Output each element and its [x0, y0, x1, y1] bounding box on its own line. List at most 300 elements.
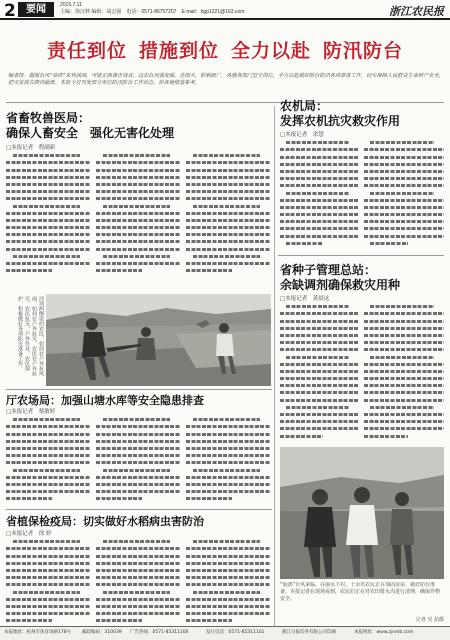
text-line	[96, 445, 180, 452]
text-line	[186, 495, 270, 502]
text-line-placeholder	[364, 235, 444, 238]
text-line-placeholder	[96, 569, 180, 572]
text-line	[364, 411, 444, 418]
text-line	[96, 152, 180, 159]
article-byline: □本报记者 黄晨这	[280, 296, 330, 302]
text-line-placeholder	[280, 213, 358, 216]
text-line	[6, 430, 90, 437]
text-line	[364, 225, 444, 232]
text-line	[364, 168, 444, 175]
text-line	[96, 423, 180, 430]
text-line-placeholder	[6, 262, 90, 265]
text-line-placeholder	[6, 547, 90, 550]
text-line	[6, 181, 90, 188]
text-line-placeholder	[280, 206, 358, 209]
text-line-placeholder	[103, 469, 170, 472]
text-line-placeholder	[13, 540, 80, 543]
text-line	[186, 202, 270, 209]
text-line	[96, 188, 180, 195]
text-line	[96, 174, 180, 181]
text-line	[280, 425, 358, 432]
text-line	[186, 267, 270, 274]
text-line-placeholder	[280, 363, 358, 366]
page-header	[0, 0, 450, 20]
text-line	[96, 574, 180, 581]
text-line-placeholder	[280, 399, 358, 402]
article-headline: 省植保检疫局：切实做好水稻病虫害防治	[6, 515, 204, 528]
banner-part: 措施到位	[138, 40, 219, 62]
text-line	[96, 560, 180, 567]
article-headline: 确保人畜安全 强化无害化处理	[6, 126, 175, 140]
text-line-placeholder	[103, 255, 170, 258]
text-line	[6, 588, 90, 595]
text-line	[6, 188, 90, 195]
text-line-placeholder	[364, 320, 444, 323]
text-line	[186, 610, 270, 617]
section-label: 要闻	[18, 2, 54, 17]
text-line	[186, 445, 270, 452]
text-line	[96, 617, 180, 624]
text-line-placeholder	[186, 233, 270, 236]
text-line-placeholder	[280, 377, 358, 380]
text-line-placeholder	[96, 547, 180, 550]
text-line	[186, 174, 270, 181]
text-line-placeholder	[193, 255, 260, 258]
text-line	[186, 423, 270, 430]
article-body	[96, 538, 180, 624]
text-line	[6, 488, 90, 495]
text-line-placeholder	[193, 418, 260, 421]
text-line-placeholder	[6, 433, 90, 436]
text-line	[6, 452, 90, 459]
text-line	[6, 481, 90, 488]
text-line-placeholder	[364, 420, 444, 423]
text-line	[280, 375, 358, 382]
text-line	[186, 545, 270, 552]
text-line-placeholder	[364, 370, 444, 373]
text-line	[6, 552, 90, 559]
page-footer	[0, 626, 450, 640]
text-line-placeholder	[96, 454, 180, 457]
text-line-placeholder	[6, 454, 90, 457]
text-line-placeholder	[6, 612, 90, 615]
banner-part: 责任到位	[46, 40, 127, 62]
text-line	[280, 361, 358, 368]
text-line-placeholder	[96, 212, 180, 215]
text-line	[96, 538, 180, 545]
text-line	[96, 245, 180, 252]
text-line	[96, 603, 180, 610]
text-line-placeholder	[96, 598, 180, 601]
text-line-placeholder	[193, 540, 260, 543]
text-line	[6, 596, 90, 603]
text-line	[6, 495, 90, 502]
text-line-placeholder	[280, 427, 358, 430]
photo-caption: 河坝两侧渠的农民，如何在户外抗风雨，如何在户外抗灾，农民在户外抗灾，农民抗灾，户外作业，农民保护，积极做好各项防灾准备工作。	[17, 296, 44, 376]
text-line-placeholder	[13, 154, 80, 157]
text-line-placeholder	[103, 540, 170, 543]
text-line-placeholder	[364, 384, 444, 387]
text-line-placeholder	[186, 248, 270, 251]
text-line-placeholder	[364, 163, 444, 166]
text-line	[186, 481, 270, 488]
text-line	[186, 260, 270, 267]
footer-item: 浙江日报印务有限公司印刷	[282, 630, 336, 635]
text-line-placeholder	[186, 197, 270, 200]
text-line-placeholder	[186, 605, 270, 608]
text-line-placeholder	[96, 576, 180, 579]
text-line	[96, 430, 180, 437]
text-line-placeholder	[6, 583, 90, 586]
text-line	[186, 253, 270, 260]
text-line	[364, 432, 444, 439]
text-line-placeholder	[96, 425, 180, 428]
text-line-placeholder	[6, 605, 90, 608]
text-line-placeholder	[6, 562, 90, 565]
text-line-placeholder	[96, 169, 180, 172]
article-body	[186, 416, 270, 504]
text-line-placeholder	[96, 562, 180, 565]
text-line	[6, 438, 90, 445]
text-line	[186, 231, 270, 238]
text-line	[280, 146, 358, 153]
text-line	[280, 411, 358, 418]
text-line	[6, 202, 90, 209]
farmers-field-image	[46, 294, 271, 386]
text-line-placeholder	[96, 176, 180, 179]
text-line-placeholder	[186, 576, 270, 579]
divider	[278, 255, 444, 256]
text-line-placeholder	[364, 363, 444, 366]
text-line-placeholder	[96, 497, 142, 500]
text-line	[364, 218, 444, 225]
text-line	[6, 459, 90, 466]
text-line	[6, 423, 90, 430]
text-line-placeholder	[96, 555, 180, 558]
text-line-placeholder	[186, 490, 270, 493]
text-line	[96, 416, 180, 423]
text-line	[6, 267, 90, 274]
text-line	[186, 538, 270, 545]
text-line-placeholder	[6, 226, 90, 229]
text-line	[96, 495, 180, 502]
text-line-placeholder	[193, 469, 260, 472]
text-line	[280, 303, 358, 310]
text-line	[364, 382, 444, 389]
footer-item: 本报网址：www.zjnmb.com	[354, 630, 414, 635]
text-line-placeholder	[280, 199, 358, 202]
text-line	[96, 474, 180, 481]
text-line	[280, 218, 358, 225]
text-line	[364, 375, 444, 382]
text-line-placeholder	[364, 148, 444, 151]
text-line-placeholder	[364, 377, 444, 380]
text-line	[6, 567, 90, 574]
text-line	[280, 232, 358, 239]
text-line-placeholder	[186, 269, 232, 272]
article-headline: 厅农场局：加强山塘水库等安全隐患排查	[6, 394, 204, 407]
text-line	[96, 596, 180, 603]
editor-note: 编者按：超强台风“灿鸿”来势汹汹，可能正面袭击我省，这次台风强度强、范围大、影响面广，各地各部门坚守岗位，全力以赴做好防台防汛各项准备工作，切实保障人民群众生命财产安全，把灾害损失降到最低。本报今日刊发部分单位防汛防台工作动态，供各地借鉴参考。	[8, 73, 444, 87]
text-line-placeholder	[280, 327, 358, 330]
text-line	[96, 202, 180, 209]
text-line-placeholder	[96, 190, 180, 193]
text-line	[186, 159, 270, 166]
text-line	[6, 217, 90, 224]
text-line	[6, 224, 90, 231]
text-line	[364, 310, 444, 317]
text-line	[6, 466, 90, 473]
text-line-placeholder	[6, 447, 90, 450]
text-line	[186, 581, 270, 588]
text-line	[280, 382, 358, 389]
text-line-placeholder	[370, 141, 434, 144]
text-line-placeholder	[186, 461, 270, 464]
text-line-placeholder	[6, 598, 90, 601]
text-line	[280, 139, 358, 146]
text-line	[280, 204, 358, 211]
footer-item: 发行电话：0571-85311101	[206, 630, 265, 635]
text-line-placeholder	[280, 227, 358, 230]
text-line	[364, 146, 444, 153]
text-line	[6, 245, 90, 252]
text-line	[364, 389, 444, 396]
text-line	[280, 325, 358, 332]
text-line	[96, 581, 180, 588]
text-line	[280, 418, 358, 425]
text-line-placeholder	[6, 219, 90, 222]
text-line	[96, 253, 180, 260]
article-headline: 余缺调剂确保救灾用种	[280, 278, 401, 292]
text-line-placeholder	[193, 205, 260, 208]
text-line	[96, 452, 180, 459]
text-line-placeholder	[6, 555, 90, 558]
text-line-placeholder	[280, 348, 358, 351]
text-line-placeholder	[6, 190, 90, 193]
article-body	[6, 416, 90, 504]
text-line	[364, 204, 444, 211]
text-line-placeholder	[286, 242, 323, 245]
article-body	[96, 152, 180, 280]
article-body	[280, 139, 358, 251]
text-line-placeholder	[96, 226, 180, 229]
text-line	[364, 197, 444, 204]
text-line-placeholder	[6, 240, 90, 243]
text-line-placeholder	[186, 562, 270, 565]
text-line	[280, 339, 358, 346]
footer-item: 本报地址：杭州市体育场路178号	[4, 630, 72, 635]
article-body	[6, 152, 90, 280]
text-line-placeholder	[280, 235, 358, 238]
text-line	[280, 197, 358, 204]
text-line-placeholder	[364, 184, 444, 187]
article-body	[186, 152, 270, 280]
column-divider	[274, 106, 275, 626]
text-line-placeholder	[6, 233, 90, 236]
text-line	[96, 545, 180, 552]
text-line-placeholder	[364, 220, 444, 223]
text-line-placeholder	[6, 425, 90, 428]
text-line-placeholder	[6, 619, 52, 622]
text-line-placeholder	[364, 327, 444, 330]
text-line-placeholder	[280, 370, 358, 373]
text-line	[280, 389, 358, 396]
article-byline: □本报记者 徐 婷	[6, 531, 52, 537]
text-line	[186, 474, 270, 481]
text-line-placeholder	[6, 197, 90, 200]
text-line	[186, 152, 270, 159]
text-line-placeholder	[96, 262, 180, 265]
editor-info: 主编：徐汉秋 编辑：胡志强	[60, 9, 122, 15]
text-line	[6, 231, 90, 238]
divider	[6, 389, 272, 390]
text-line-placeholder	[280, 170, 358, 173]
text-line-placeholder	[96, 461, 180, 464]
text-line-placeholder	[96, 612, 180, 615]
text-line-placeholder	[186, 161, 270, 164]
article-body	[6, 538, 90, 624]
text-line	[96, 610, 180, 617]
text-line	[186, 488, 270, 495]
text-line	[280, 189, 358, 196]
text-line	[6, 545, 90, 552]
text-line	[6, 603, 90, 610]
text-line	[186, 438, 270, 445]
text-line	[186, 574, 270, 581]
footer-item: 邮政编码：310039	[82, 630, 122, 635]
header-meta	[60, 2, 244, 16]
text-line	[96, 267, 180, 274]
text-line-placeholder	[280, 384, 358, 387]
text-line-placeholder	[6, 476, 90, 479]
text-line-placeholder	[186, 583, 270, 586]
text-line	[364, 161, 444, 168]
text-line-placeholder	[186, 569, 270, 572]
text-line	[96, 588, 180, 595]
text-line	[186, 588, 270, 595]
text-line-placeholder	[364, 312, 444, 315]
article-body	[186, 538, 270, 624]
text-line	[186, 552, 270, 559]
text-line	[96, 166, 180, 173]
text-line	[280, 404, 358, 411]
text-line	[364, 353, 444, 360]
text-line-placeholder	[280, 435, 323, 438]
text-line	[6, 195, 90, 202]
text-line	[280, 332, 358, 339]
text-line-placeholder	[186, 425, 270, 428]
footer-item: 广告热线：0571-85311100	[130, 630, 189, 635]
page-number: 2	[4, 1, 16, 21]
text-line	[186, 560, 270, 567]
photo-caption: “灿鸿”台风来临，在丽水下村，十余名农民正在加固房屋，做好防台准备。本报记者在现场看到，农民们正在对农田排水沟进行清理，确保作物安全。	[280, 582, 441, 602]
text-line	[96, 195, 180, 202]
text-line-placeholder	[103, 418, 170, 421]
text-line	[6, 152, 90, 159]
text-line	[6, 445, 90, 452]
text-line-placeholder	[364, 199, 444, 202]
text-line-placeholder	[103, 205, 170, 208]
text-line	[6, 474, 90, 481]
issue-date: 2015.7.11	[60, 2, 82, 8]
text-line	[364, 232, 444, 239]
text-line-placeholder	[280, 220, 358, 223]
article-headline: 发挥农机抗灾救灾作用	[280, 114, 401, 128]
text-line	[96, 224, 180, 231]
text-line	[280, 182, 358, 189]
text-line	[364, 153, 444, 160]
text-line-placeholder	[6, 490, 90, 493]
text-line-placeholder	[364, 341, 444, 344]
photographer-credit: 记者 吴 拍摄	[415, 617, 444, 623]
text-line	[280, 346, 358, 353]
article-byline: □本报记者 蔡敏婷	[6, 409, 56, 415]
text-line	[186, 188, 270, 195]
text-line-placeholder	[286, 141, 348, 144]
text-line	[96, 238, 180, 245]
text-line	[96, 210, 180, 217]
text-line	[186, 430, 270, 437]
text-line	[6, 581, 90, 588]
text-line	[364, 339, 444, 346]
text-line-placeholder	[364, 156, 444, 159]
text-line-placeholder	[96, 269, 142, 272]
text-line	[364, 404, 444, 411]
text-line	[186, 603, 270, 610]
text-line-placeholder	[13, 255, 80, 258]
text-line	[364, 317, 444, 324]
text-line	[6, 416, 90, 423]
text-line-placeholder	[6, 248, 90, 251]
text-line-placeholder	[186, 219, 270, 222]
text-line-placeholder	[13, 418, 80, 421]
text-line	[186, 166, 270, 173]
text-line	[6, 159, 90, 166]
text-line-placeholder	[103, 591, 170, 594]
text-line-placeholder	[6, 569, 90, 572]
article-byline: □本报记者 程副新	[6, 145, 56, 151]
text-line-placeholder	[280, 163, 358, 166]
text-line-placeholder	[364, 427, 444, 430]
text-line	[6, 166, 90, 173]
article-body	[280, 303, 358, 443]
text-line-placeholder	[96, 233, 180, 236]
banner-headline	[0, 36, 450, 63]
text-line	[186, 224, 270, 231]
text-line	[96, 260, 180, 267]
text-line	[186, 238, 270, 245]
text-line	[280, 353, 358, 360]
text-line-placeholder	[96, 240, 180, 243]
text-line-placeholder	[186, 497, 232, 500]
people-standing-image	[280, 447, 444, 579]
text-line-placeholder	[6, 212, 90, 215]
text-line-placeholder	[186, 226, 270, 229]
text-line	[364, 189, 444, 196]
text-line	[186, 195, 270, 202]
text-line-placeholder	[96, 161, 180, 164]
text-line-placeholder	[364, 399, 444, 402]
text-line-placeholder	[6, 183, 90, 186]
text-line	[186, 416, 270, 423]
text-line-placeholder	[6, 269, 52, 272]
text-line-placeholder	[280, 156, 358, 159]
text-line-placeholder	[96, 476, 180, 479]
farm-photo	[46, 294, 271, 386]
text-line-placeholder	[6, 461, 90, 464]
article-headline: 省种子管理总站：	[280, 263, 377, 277]
text-line-placeholder	[96, 483, 180, 486]
